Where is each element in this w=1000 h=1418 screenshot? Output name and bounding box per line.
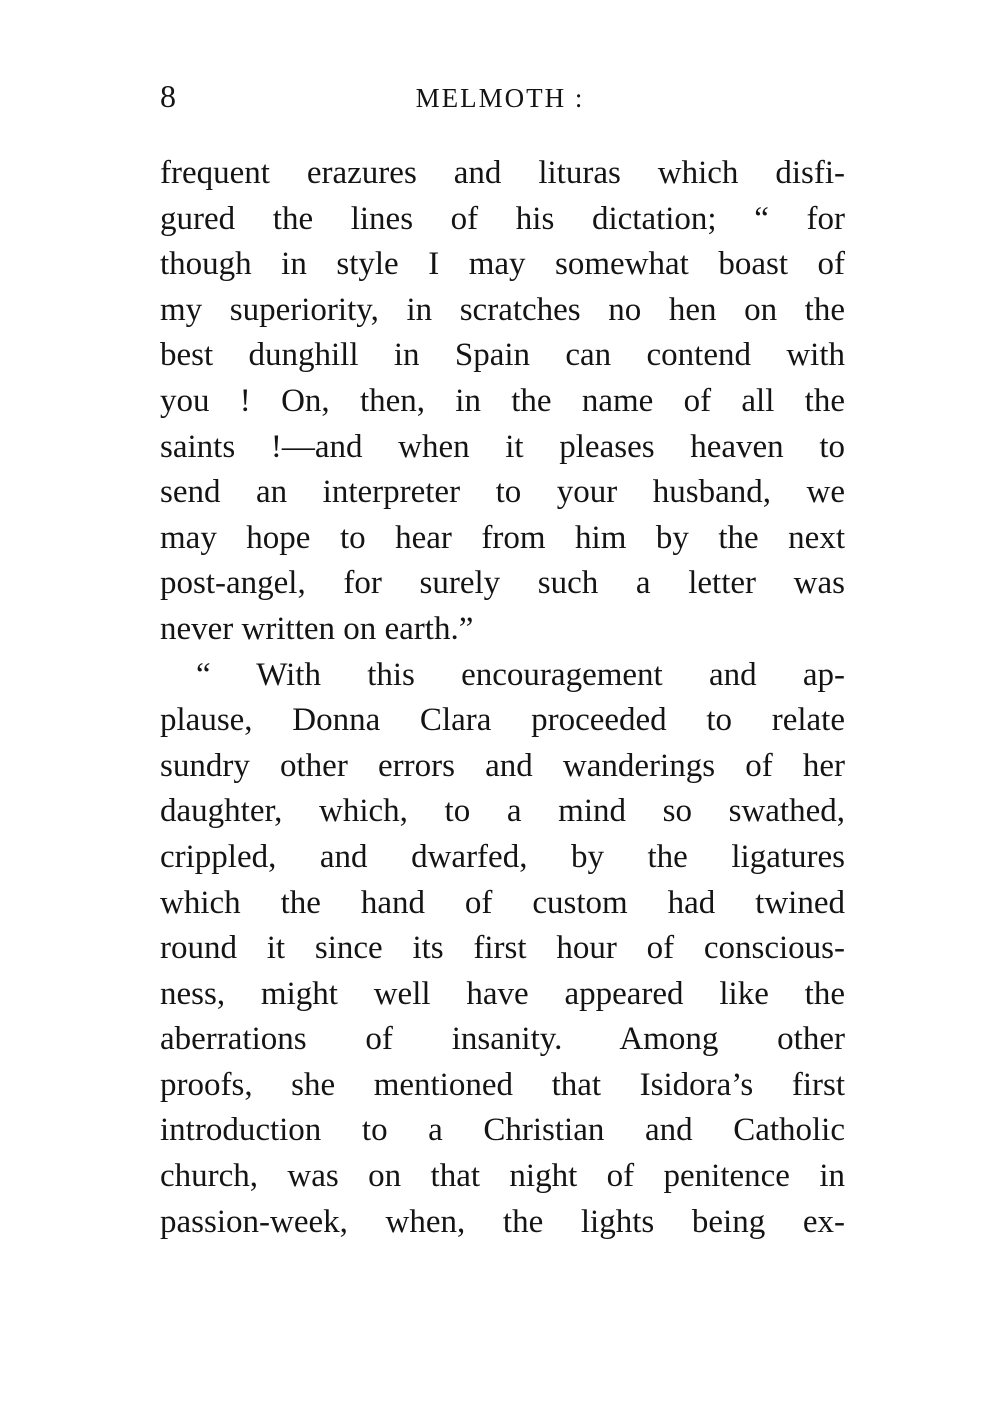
text-line: introduction to a Christian and Catholic (160, 1112, 845, 1149)
text-line: aberrations of insanity. Among other (160, 1021, 845, 1058)
text-line: sundry other errors and wanderings of her (160, 747, 845, 784)
text-line: daughter, which, to a mind so swathed, (160, 793, 845, 830)
text-line: proofs, she mentioned that Isidora’s first (160, 1066, 845, 1103)
text-line: ness, might well have appeared like the (160, 975, 845, 1012)
page-number: 8 (160, 78, 176, 114)
text-line: you ! On, then, in the name of all the (160, 382, 845, 419)
text-line: crippled, and dwarfed, by the ligatures (160, 838, 845, 875)
text-line: passion-week, when, the lights being ex- (160, 1203, 845, 1240)
text-line: plause, Donna Clara proceeded to relate (160, 702, 845, 739)
text-line: frequent erazures and lituras which disfi- (160, 155, 845, 191)
text-line: best dunghill in Spain can contend with (160, 337, 845, 374)
text-line: though in style I may somewhat boast of (160, 246, 845, 283)
text-line: send an interpreter to your husband, we (160, 474, 845, 511)
body-text (160, 151, 845, 1245)
text-line: round it since its first hour of conscious- (160, 930, 845, 967)
paragraph-end-line: never written on earth.” (160, 610, 474, 647)
text-line: my superiority, in scratches no hen on the (160, 291, 845, 328)
text-line: saints !—and when it pleases heaven to (160, 428, 845, 465)
running-title: MELMOTH : (415, 83, 585, 113)
text-line: post-angel, for surely such a letter was (160, 565, 845, 602)
text-line: may hope to hear from him by the next (160, 519, 845, 556)
text-line: which the hand of custom had twined (160, 884, 845, 921)
text-line: gured the lines of his dictation; “ for (160, 200, 845, 237)
paragraph-start-line: “ With this encouragement and ap- (196, 656, 845, 693)
text-line: church, was on that night of penitence in (160, 1158, 845, 1195)
